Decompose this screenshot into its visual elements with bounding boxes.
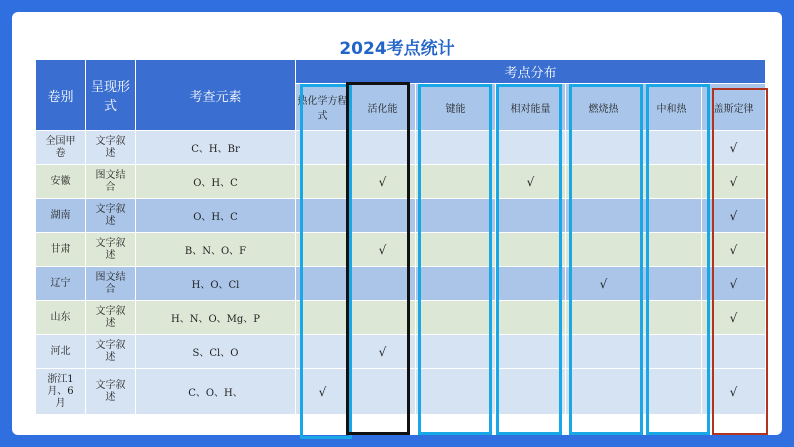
cell-volume: 全国甲卷 (36, 131, 86, 165)
cell-check: √ (350, 335, 416, 369)
cell-check (416, 165, 496, 199)
header-elements: 考查元素 (136, 60, 296, 131)
cell-check (350, 369, 416, 415)
cell-check (350, 301, 416, 335)
table-row (36, 233, 766, 267)
table-row (36, 301, 766, 335)
cell-form: 文字叙述 (86, 131, 136, 165)
cell-check (350, 267, 416, 301)
stats-table (35, 59, 766, 415)
cell-check: √ (702, 165, 766, 199)
cell-check: √ (496, 165, 566, 199)
cell-check (416, 301, 496, 335)
cell-volume: 湖南 (36, 199, 86, 233)
cell-check (296, 335, 350, 369)
cell-check (702, 335, 766, 369)
cell-check (416, 131, 496, 165)
cell-check (296, 199, 350, 233)
cell-volume: 甘肃 (36, 233, 86, 267)
cell-check: √ (566, 267, 642, 301)
cell-check (642, 369, 702, 415)
header-topic: 相对能量 (496, 84, 566, 131)
header-volume: 卷别 (36, 60, 86, 131)
cell-elements: O、H、C (136, 199, 296, 233)
cell-check (566, 233, 642, 267)
cell-check (416, 369, 496, 415)
cell-check (566, 131, 642, 165)
table-row (36, 165, 766, 199)
cell-check: √ (702, 131, 766, 165)
header-distribution: 考点分布 (296, 60, 766, 84)
cell-check (416, 199, 496, 233)
table-row (36, 335, 766, 369)
cell-check: √ (702, 233, 766, 267)
cell-check (496, 131, 566, 165)
cell-check (566, 335, 642, 369)
cell-check (296, 131, 350, 165)
cell-check (496, 369, 566, 415)
cell-elements: B、N、O、F (136, 233, 296, 267)
cell-check (350, 199, 416, 233)
cell-check (566, 199, 642, 233)
cell-elements: S、Cl、O (136, 335, 296, 369)
cell-check (642, 267, 702, 301)
table-row (36, 131, 766, 165)
cell-form: 文字叙述 (86, 301, 136, 335)
cell-volume: 山东 (36, 301, 86, 335)
cell-check (496, 301, 566, 335)
cell-check (296, 233, 350, 267)
cell-check (416, 335, 496, 369)
cell-check (642, 335, 702, 369)
cell-check (296, 301, 350, 335)
cell-check (642, 199, 702, 233)
table-row (36, 199, 766, 233)
cell-form: 图文结合 (86, 165, 136, 199)
cell-check (296, 267, 350, 301)
cell-form: 文字叙述 (86, 335, 136, 369)
cell-elements: C、H、Br (136, 131, 296, 165)
cell-check: √ (296, 369, 350, 415)
cell-volume: 浙江1月、6月 (36, 369, 86, 415)
cell-form: 文字叙述 (86, 199, 136, 233)
cell-check (296, 165, 350, 199)
cell-check (350, 131, 416, 165)
cell-elements: H、N、O、Mg、P (136, 301, 296, 335)
cell-check: √ (350, 165, 416, 199)
header-topic: 热化学方程式 (296, 84, 350, 131)
header-form: 呈现形式 (86, 60, 136, 131)
cell-check (642, 131, 702, 165)
table-row (36, 267, 766, 301)
header-topic: 盖斯定律 (702, 84, 766, 131)
cell-form: 文字叙述 (86, 369, 136, 415)
cell-check: √ (702, 369, 766, 415)
cell-check (566, 369, 642, 415)
cell-check (566, 165, 642, 199)
header-topic: 活化能 (350, 84, 416, 131)
header-topic: 中和热 (642, 84, 702, 131)
cell-elements: C、O、H、 (136, 369, 296, 415)
cell-check: √ (350, 233, 416, 267)
cell-check (642, 301, 702, 335)
cell-check (642, 165, 702, 199)
cell-elements: O、H、C (136, 165, 296, 199)
cell-check (496, 199, 566, 233)
cell-form: 图文结合 (86, 267, 136, 301)
cell-check (416, 267, 496, 301)
cell-volume: 河北 (36, 335, 86, 369)
cell-check: √ (702, 267, 766, 301)
cell-check (496, 233, 566, 267)
cell-form: 文字叙述 (86, 233, 136, 267)
cell-check: √ (702, 301, 766, 335)
cell-volume: 辽宁 (36, 267, 86, 301)
cell-check (566, 301, 642, 335)
cell-volume: 安徽 (36, 165, 86, 199)
cell-check (496, 335, 566, 369)
cell-check (416, 233, 496, 267)
table-row (36, 369, 766, 415)
cell-check (642, 233, 702, 267)
page-title: 2024考点统计 (339, 39, 455, 59)
cell-check: √ (702, 199, 766, 233)
cell-elements: H、O、Cl (136, 267, 296, 301)
slide-frame (12, 12, 782, 435)
header-topic: 键能 (416, 84, 496, 131)
header-topic: 燃烧热 (566, 84, 642, 131)
cell-check (496, 267, 566, 301)
